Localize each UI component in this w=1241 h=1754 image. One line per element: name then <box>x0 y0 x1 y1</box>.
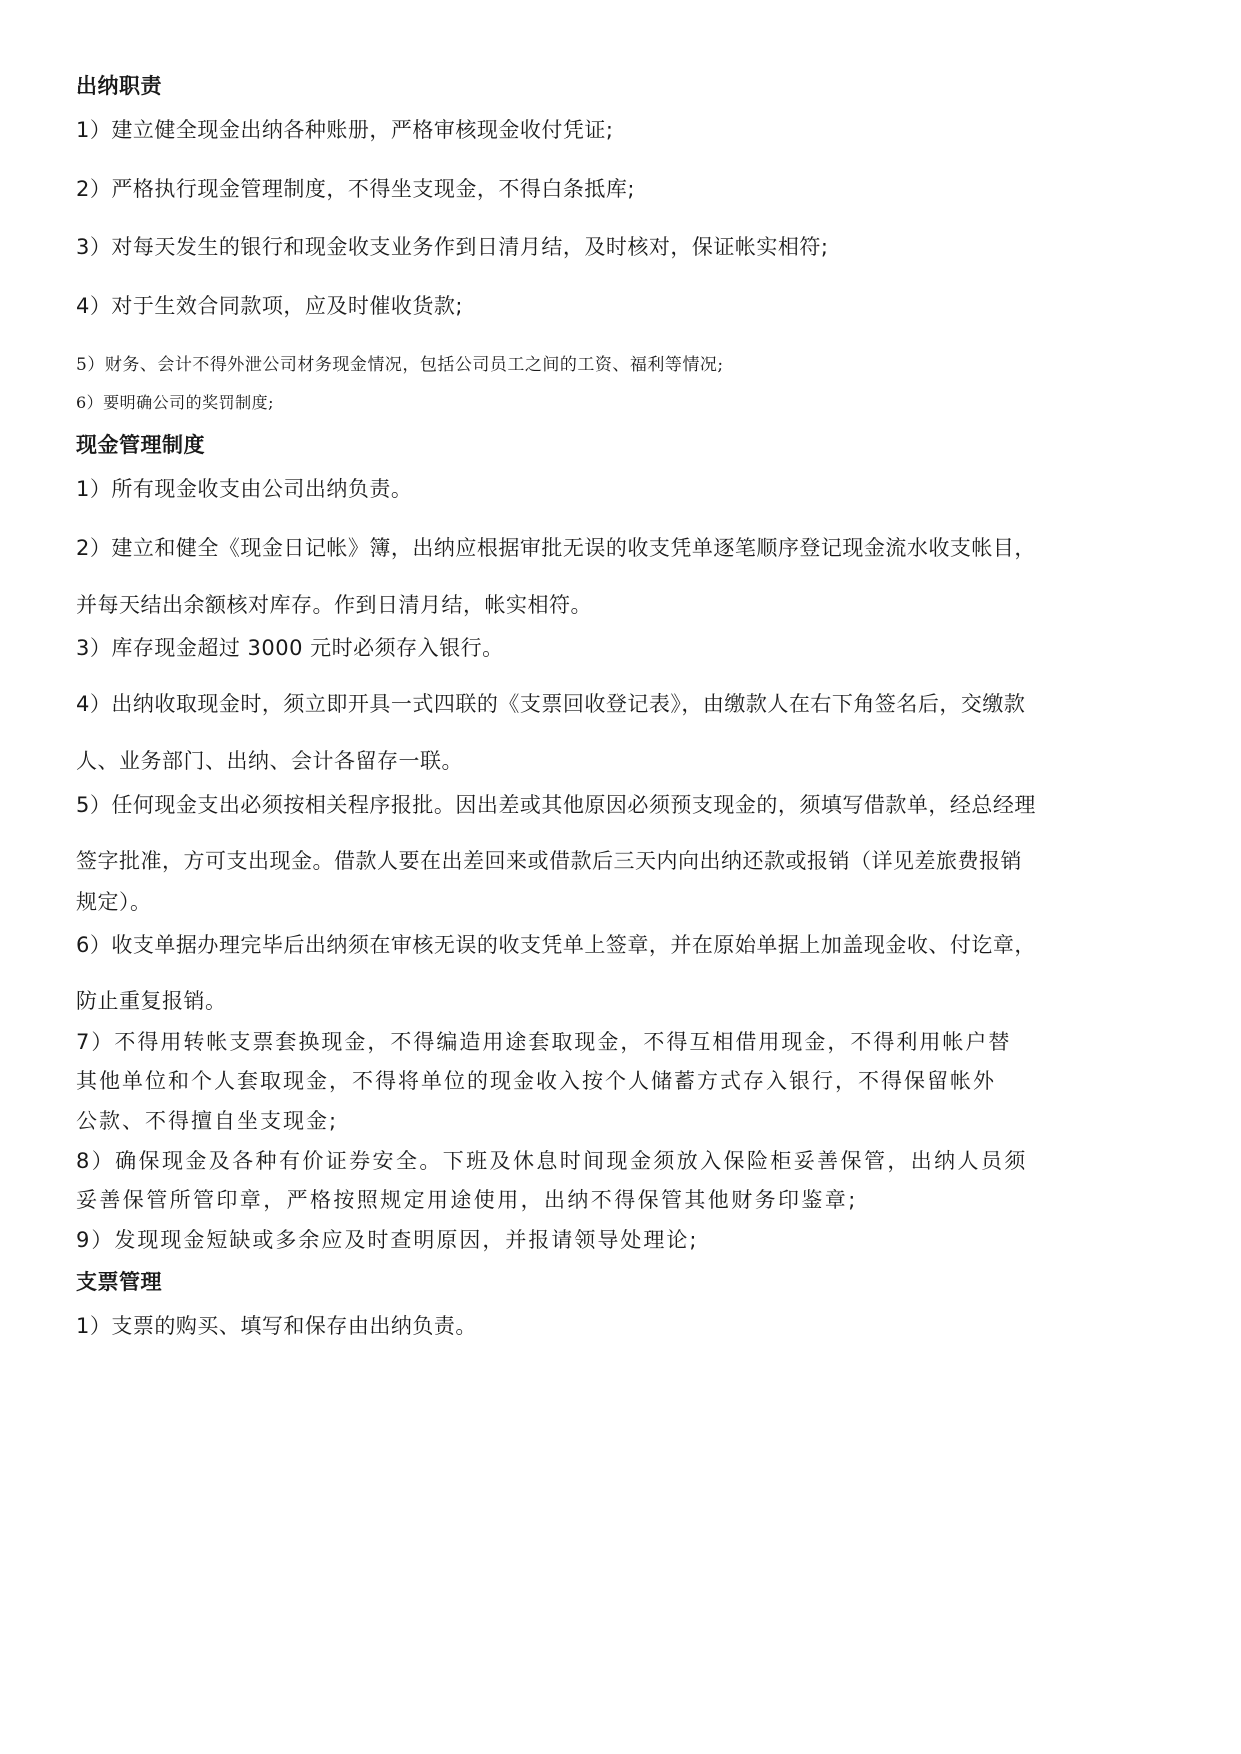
paragraph-line: 其他单位和个人套取现金，不得将单位的现金收入按个人储蓄方式存入银行，不得保留帐外 <box>76 1069 996 1093</box>
paragraph-line: 6）要明确公司的奖罚制度; <box>76 393 275 412</box>
paragraph-line: 妥善保管所管印章，严格按照规定用途使用，出纳不得保管其他财务印鉴章; <box>76 1188 858 1212</box>
paragraph-line: 2）建立和健全《现金日记帐》簿，出纳应根据审批无误的收支凭单逐笔顺序登记现金流水收支帐目， <box>76 536 1036 560</box>
paragraph-line: 6）收支单据办理完毕后出纳须在审核无误的收支凭单上签章，并在原始单据上加盖现金收、付讫章， <box>76 933 1036 957</box>
paragraph-line: 3）对每天发生的银行和现金收支业务作到日清月结，及时核对，保证帐实相符; <box>76 235 829 259</box>
paragraph-line: 7）不得用转帐支票套换现金，不得编造用途套取现金，不得互相借用现金，不得利用帐户替 <box>76 1030 1012 1054</box>
paragraph-line: 1）支票的购买、填写和保存由出纳负责。 <box>76 1314 477 1338</box>
paragraph-line: 3）库存现金超过 3000 元时必须存入银行。 <box>76 636 504 660</box>
paragraph-line: 规定）。 <box>76 890 152 914</box>
paragraph-line: 1）所有现金收支由公司出纳负责。 <box>76 477 413 501</box>
paragraph-line: 防止重复报销。 <box>76 989 227 1013</box>
paragraph-line: 公款、不得擅自坐支现金; <box>76 1109 339 1133</box>
paragraph-line: 1）建立健全现金出纳各种账册，严格审核现金收付凭证; <box>76 118 614 142</box>
paragraph-line: 人、业务部门、出纳、会计各留存一联。 <box>76 749 463 773</box>
paragraph-line: 5）任何现金支出必须按相关程序报批。因出差或其他原因必须预支现金的，须填写借款单，经总经理 <box>76 793 1036 817</box>
section-heading-cashier-duties: 出纳职责 <box>76 73 162 98</box>
paragraph-line: 签字批准，方可支出现金。借款人要在出差回来或借款后三天内向出纳还款或报销（详见差旅费报销 <box>76 849 1022 873</box>
paragraph-line: 4）对于生效合同款项，应及时催收货款; <box>76 294 463 318</box>
paragraph-line: 并每天结出余额核对库存。作到日清月结，帐实相符。 <box>76 593 592 617</box>
paragraph-line: 9）发现现金短缺或多余应及时查明原因，并报请领导处理论; <box>76 1228 699 1252</box>
paragraph-line: 8）确保现金及各种有价证券安全。下班及休息时间现金须放入保险柜妥善保管，出纳人员须 <box>76 1149 1028 1173</box>
section-heading-cheque-management: 支票管理 <box>76 1269 162 1294</box>
section-heading-cash-management: 现金管理制度 <box>76 432 205 457</box>
paragraph-line: 4）出纳收取现金时，须立即开具一式四联的《支票回收登记表》，由缴款人在右下角签名后，交缴款 <box>76 692 1026 716</box>
paragraph-line: 5）财务、会计不得外泄公司材务现金情况，包括公司员工之间的工资、福利等情况; <box>76 355 724 375</box>
paragraph-line: 2）严格执行现金管理制度，不得坐支现金，不得白条抵库; <box>76 177 635 201</box>
